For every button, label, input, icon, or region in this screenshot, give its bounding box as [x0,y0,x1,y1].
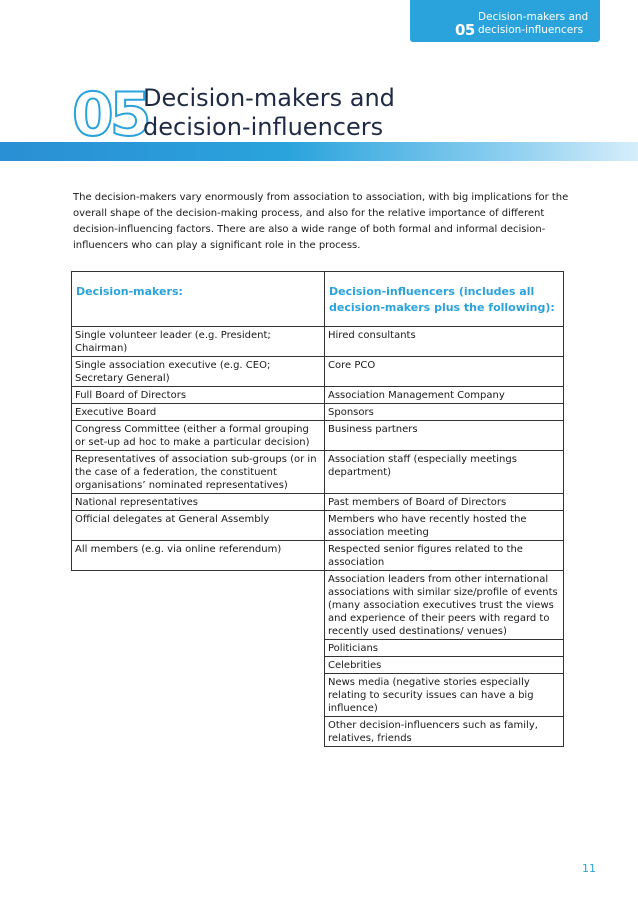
table-body [72,327,564,747]
decision-influencer-cell: News media (negative stories especially relating to security issues can have a big influence) [325,674,564,717]
empty-cell [72,571,325,640]
table-row [72,404,564,421]
chapter-number: 05 [72,80,148,150]
decision-influencer-cell: Hired consultants [325,327,564,357]
decision-maker-cell: Congress Committee (either a formal grouping or set-up ad hoc to make a particular decision) [72,421,325,451]
decision-influencer-cell: Past members of Board of Directors [325,494,564,511]
empty-cell [72,717,325,747]
table-row [72,451,564,494]
decision-influencer-cell: Politicians [325,640,564,657]
section-tab-title-line: Decision-makers and [478,11,589,23]
decision-influencer-cell: Business partners [325,421,564,451]
table-row [72,640,564,657]
decision-maker-cell: All members (e.g. via online referendum) [72,541,325,571]
page-title-line: decision-influencers [143,113,384,141]
section-tab-number: 05 [455,21,475,39]
decision-influencer-cell: Other decision-influencers such as family, relatives, friends [325,717,564,747]
page-title [143,84,395,142]
decision-influencer-cell: Association staff (especially meetings department) [325,451,564,494]
decision-influencer-cell: Celebrities [325,657,564,674]
decision-influencer-cell: Core PCO [325,357,564,387]
section-tab [410,0,600,42]
table-row [72,327,564,357]
header-decision-influencers: Decision-influencers (includes all decision-makers plus the following): [325,272,564,327]
table-row [72,717,564,747]
page-title-line: Decision-makers and [143,84,395,112]
table-row [72,494,564,511]
section-tab-title-line: decision-influencers [478,24,584,36]
table-row [72,387,564,404]
table-row [72,657,564,674]
decision-influencer-cell: Members who have recently hosted the association meeting [325,511,564,541]
decision-maker-cell: Official delegates at General Assembly [72,511,325,541]
decision-maker-cell: Full Board of Directors [72,387,325,404]
decision-maker-cell: National representatives [72,494,325,511]
decision-maker-cell: Executive Board [72,404,325,421]
empty-cell [72,674,325,717]
decision-table [71,271,564,747]
page-number: 11 [582,862,596,875]
empty-cell [72,657,325,674]
header-decision-makers: Decision-makers: [72,272,325,327]
decision-maker-cell: Representatives of association sub-groups (or in the case of a federation, the constituent organisations’ nominated representatives) [72,451,325,494]
table-row [72,571,564,640]
table-row [72,541,564,571]
table-row [72,511,564,541]
empty-cell [72,640,325,657]
decision-maker-cell: Single association executive (e.g. CEO; Secretary General) [72,357,325,387]
intro-paragraph: The decision-makers vary enormously from association to association, with big implications for the overall shape of the decision-making process, and also for the relative importance of different decision-influencing factors. There are also a wide range of both formal and informal decision-influencers who can play a significant role in the process. [73,192,569,251]
section-tab-title [478,11,588,37]
decision-influencer-cell: Association Management Company [325,387,564,404]
table-row [72,421,564,451]
decision-maker-cell: Single volunteer leader (e.g. President; Chairman) [72,327,325,357]
decision-influencer-cell: Respected senior figures related to the association [325,541,564,571]
decision-influencer-cell: Association leaders from other international associations with similar size/profile of events (many association executives trust the views and experience of their peers with regard to recently used destinations/ venues) [325,571,564,640]
table-header-row [72,272,564,327]
decision-influencer-cell: Sponsors [325,404,564,421]
table-row [72,357,564,387]
table-row [72,674,564,717]
